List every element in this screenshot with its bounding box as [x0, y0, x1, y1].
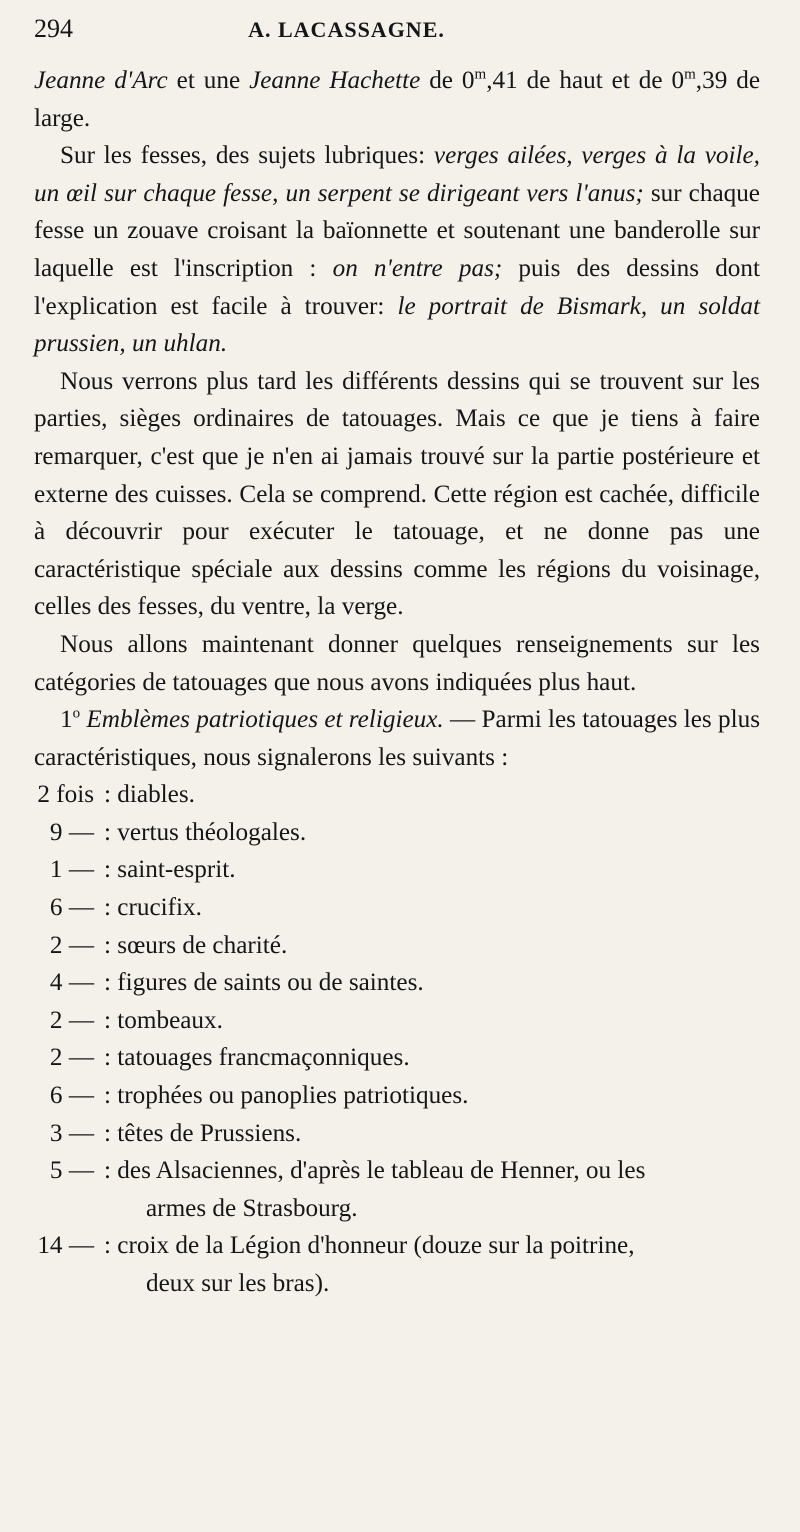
- item-description: : des Alsaciennes, d'après le tableau de Henner, ou les: [104, 1157, 646, 1185]
- italic-run: verges ailées, verges à la voile, un œil sur chaque fesse, un serpent se dirigeant vers l'anus;: [34, 142, 760, 207]
- item-count: 6 —: [49, 894, 94, 922]
- italic-run: le portrait de Bismark, un soldat prussien, un uhlan.: [34, 292, 760, 358]
- item-count: 2 fois: [37, 781, 94, 809]
- item-count: 14 —: [37, 1232, 94, 1260]
- item-description-continued: deux sur les bras).: [146, 1270, 330, 1297]
- item-count: 9 —: [49, 818, 94, 846]
- superscript: m: [474, 66, 487, 83]
- list-item: [34, 1227, 760, 1265]
- list-item: [34, 776, 760, 814]
- italic-name: Jeanne Hachette: [249, 67, 421, 94]
- page-number: 294: [34, 14, 73, 43]
- item-description: : crucifix.: [104, 894, 202, 922]
- item-count: 4 —: [49, 969, 94, 997]
- item-count: 5 —: [49, 1157, 94, 1185]
- italic-heading: Emblèmes patriotiques et religieux.: [86, 706, 444, 734]
- text-run: ,39 de large.: [34, 67, 761, 132]
- paragraph-3: Nous verrons plus tard les différents dessins qui se trouvent sur les parties, sièges ordinaires de tatouages. Mais ce que je tiens à faire remarquer, c'est que je n'en ai jamais trouvé sur la partie postérieure et externe des cuisses. Cela se comprend. Cette région est cachée, difficile à découvrir pour exécuter le tatouage, et ne donne pas une caractéristique spéciale aux dessins comme les régions du voisinage, celles des fesses, du ventre, la verge.: [34, 367, 760, 621]
- item-description: : saint-esprit.: [104, 856, 236, 884]
- italic-name: Jeanne d'Arc: [34, 67, 168, 94]
- text-run: Sur les fesses, des sujets lubriques:: [60, 142, 434, 170]
- list-item: [34, 814, 760, 852]
- text-run: et une: [167, 67, 250, 94]
- body-text: [34, 62, 760, 776]
- superscript: o: [72, 705, 81, 722]
- list-item: [34, 851, 760, 889]
- list-item: [34, 1039, 760, 1077]
- italic-run: on n'entre pas;: [332, 254, 503, 282]
- text-run: ,41 de haut et de 0: [486, 67, 685, 94]
- item-description: : tatouages francmaçonniques.: [104, 1044, 410, 1072]
- list-item: [34, 964, 760, 1002]
- page-header: [34, 14, 760, 54]
- text-run: — Parmi les tatouages les plus caractéristiques, nous signalerons les suivants :: [34, 706, 761, 771]
- tattoo-list: [34, 776, 760, 1302]
- item-count: 3 —: [49, 1119, 94, 1147]
- paragraph-4: Nous allons maintenant donner quelques renseignements sur les catégories de tatouages que nous avons indiquées plus haut.: [34, 630, 760, 696]
- item-description: : figures de saints ou de saintes.: [104, 969, 424, 997]
- text-run: puis des dessins dont l'explication est facile à trouver:: [34, 254, 760, 320]
- item-description: : sœurs de charité.: [104, 931, 288, 959]
- item-description-continued: armes de Strasbourg.: [146, 1194, 358, 1222]
- item-count: 6 —: [49, 1082, 94, 1110]
- paragraph-5: [34, 701, 760, 776]
- text-run: 1: [60, 706, 73, 734]
- item-count: 2 —: [49, 1006, 94, 1034]
- list-item: [34, 1152, 760, 1190]
- paragraph-2: [34, 137, 760, 363]
- running-head: A. LACASSAGNE.: [248, 17, 445, 42]
- item-description: : têtes de Prussiens.: [104, 1119, 302, 1147]
- list-item: [34, 889, 760, 927]
- list-item: [34, 1115, 760, 1153]
- item-count: 2 —: [49, 1044, 94, 1072]
- text-run: de 0: [420, 67, 475, 94]
- item-count: 1 —: [49, 856, 94, 884]
- item-description: : trophées ou panoplies patriotiques.: [104, 1082, 469, 1110]
- list-item: [34, 1077, 760, 1115]
- item-description: : croix de la Légion d'honneur (douze sur la poitrine,: [104, 1232, 635, 1260]
- item-count: 2 —: [49, 931, 94, 959]
- item-description: : tombeaux.: [104, 1006, 223, 1034]
- superscript: m: [684, 66, 696, 83]
- paragraph-1: [34, 62, 760, 137]
- item-description: : diables.: [104, 781, 195, 809]
- text-run: sur chaque fesse un zouave croisant la baïonnette et soutenant une banderolle sur laquelle est l'inscription :: [34, 179, 760, 282]
- list-item: [34, 927, 760, 965]
- list-item: [34, 1002, 760, 1040]
- item-description: : vertus théologales.: [104, 818, 307, 846]
